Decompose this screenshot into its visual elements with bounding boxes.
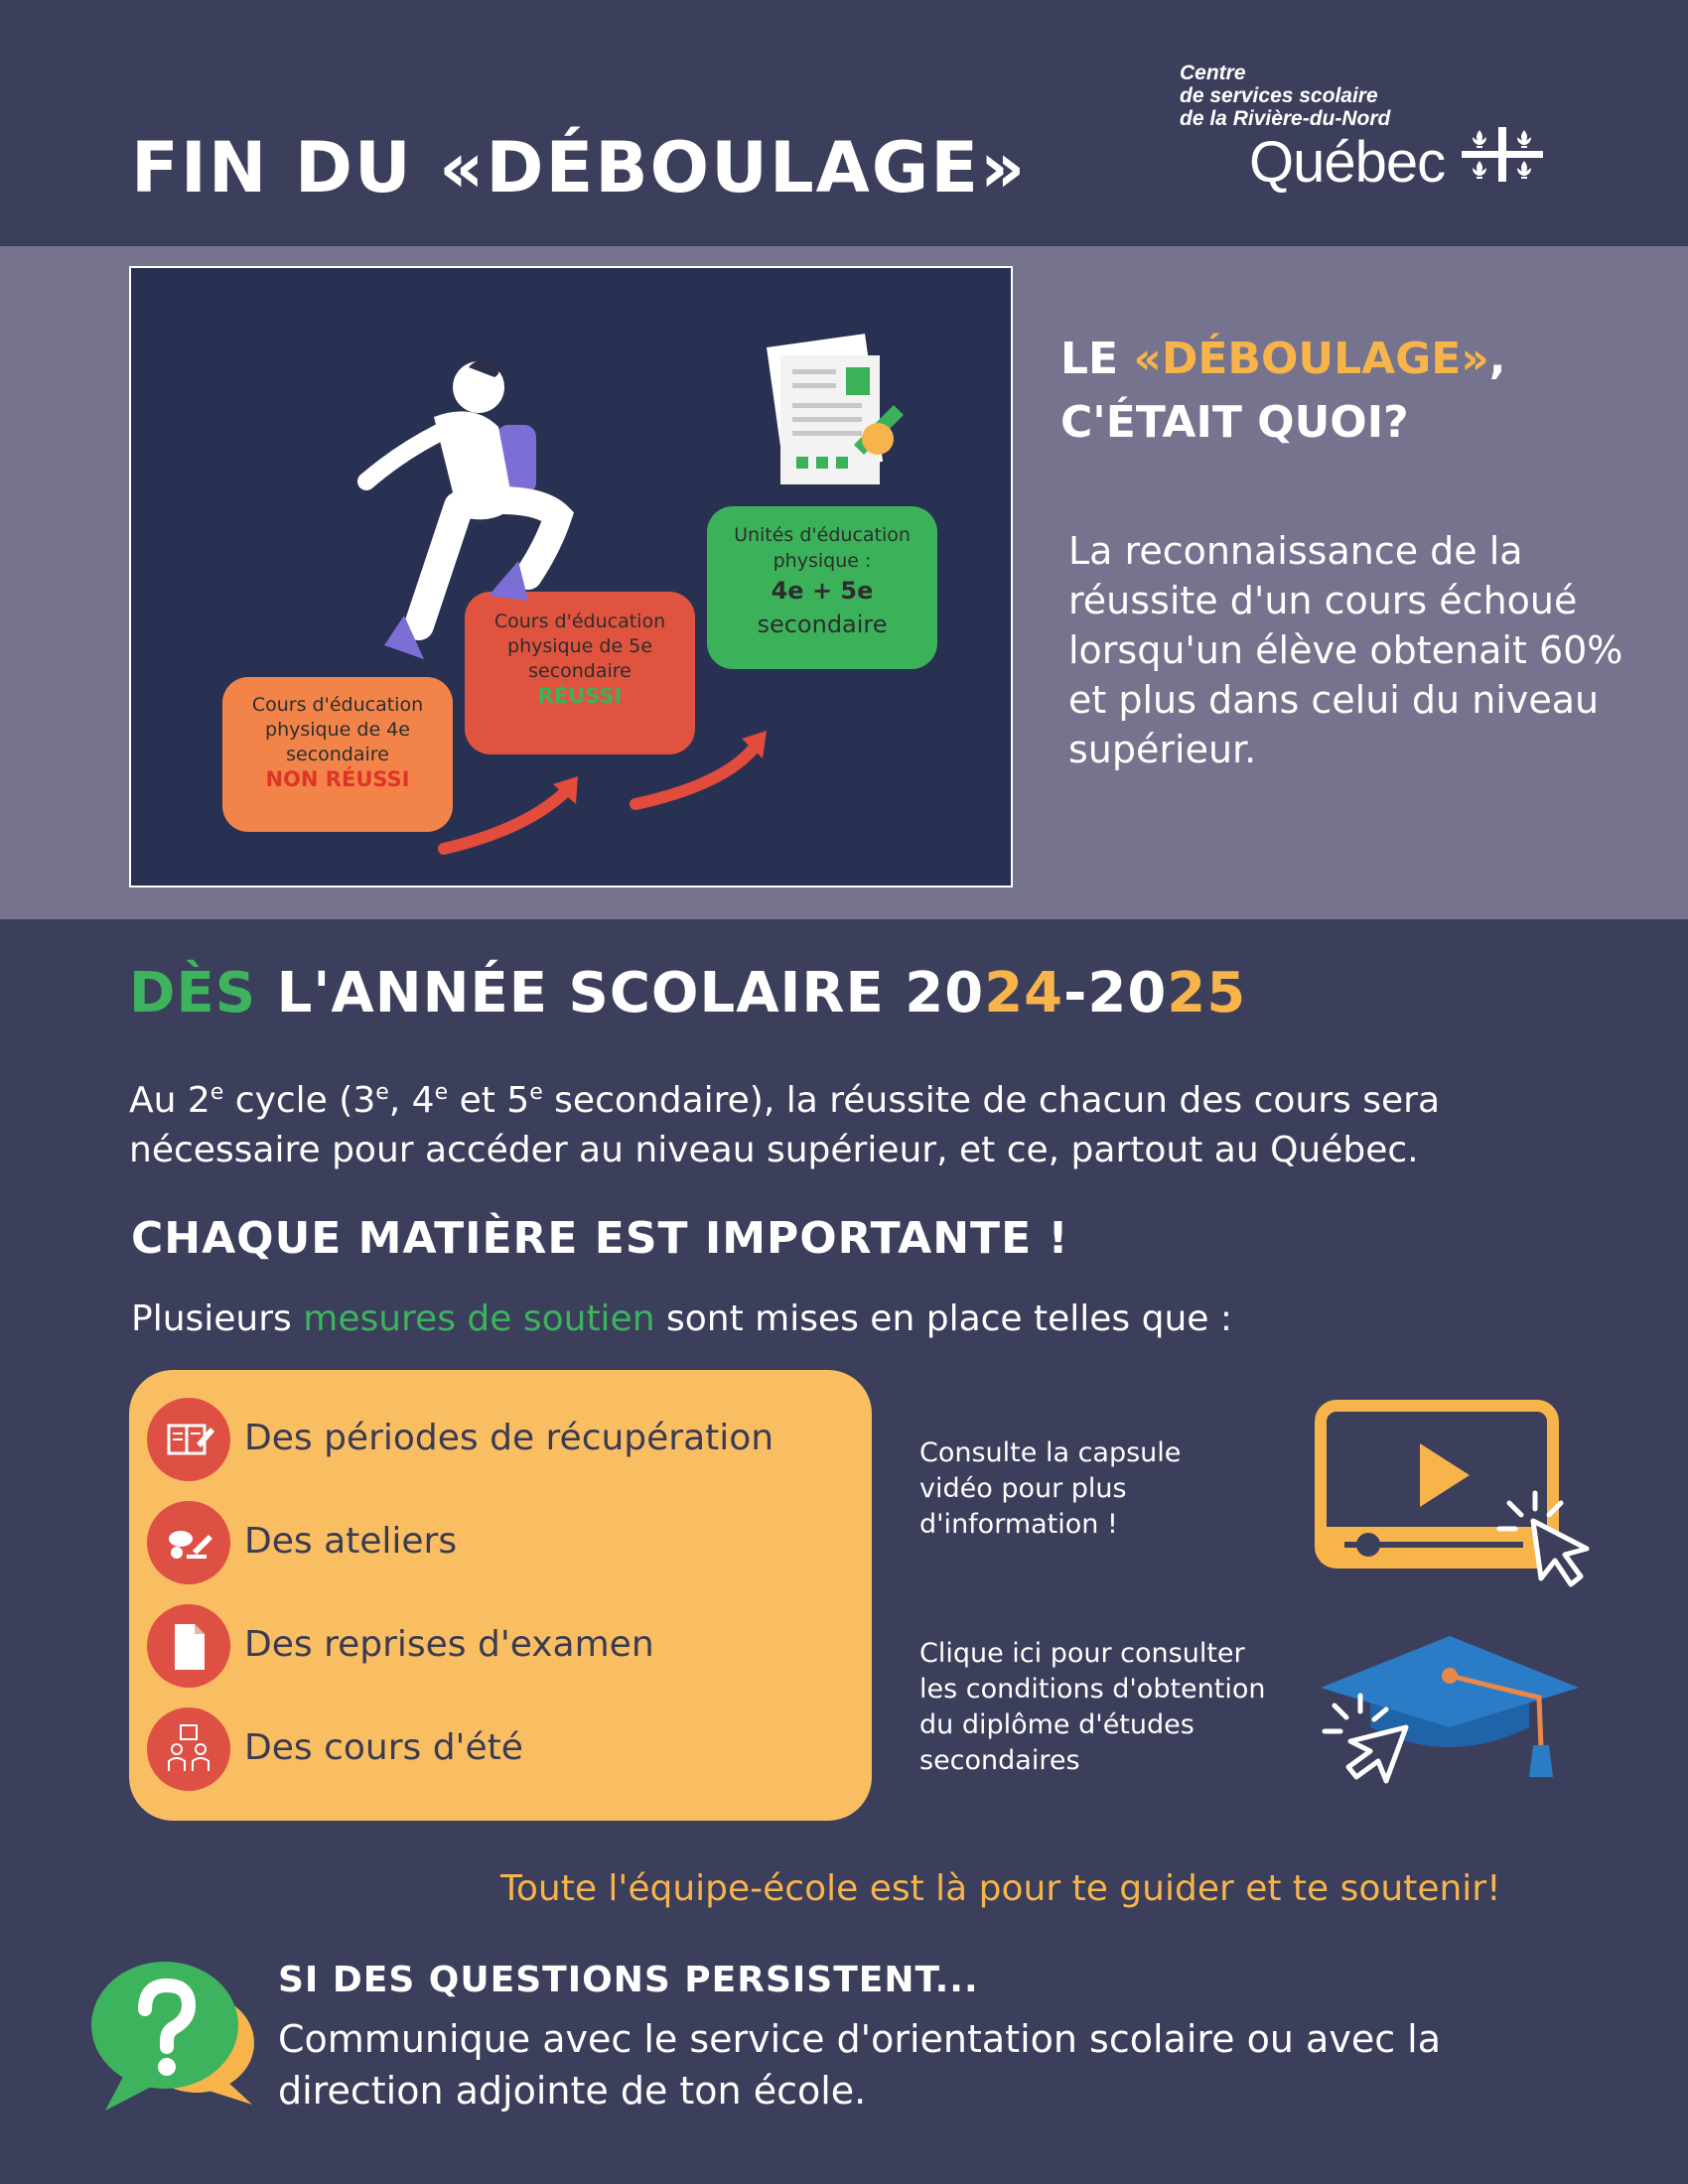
step-1-line-3: secondaire	[286, 744, 389, 765]
definition-title-prefix: LE	[1060, 334, 1134, 384]
step-2-line-2: physique de 5e	[507, 635, 652, 657]
step-2-line-3: secondaire	[528, 660, 632, 682]
p1-sup-1: e	[210, 1080, 224, 1105]
policy-paragraph	[129, 1068, 1579, 1175]
quebec-wordmark: Québec	[1249, 130, 1446, 195]
step-2-label	[465, 610, 695, 709]
list-item-label: Des reprises d'examen	[244, 1624, 654, 1665]
list-item	[147, 1501, 842, 1586]
questions-text: Communique avec le service d'orientation scolaire ou avec la direction adjointe de ton école.	[278, 2017, 1442, 2113]
step-3-label	[707, 522, 937, 641]
questions-title: SI DES QUESTIONS PERSISTENT...	[278, 1960, 979, 2000]
p1-d: et 5	[448, 1080, 530, 1121]
logo-line-2: de services scolaire	[1180, 84, 1378, 107]
section-heading-green: DÈS	[129, 961, 257, 1025]
p2-a: Plusieurs	[131, 1298, 304, 1339]
logo-line-1: Centre	[1180, 62, 1246, 84]
page-title: FIN DU «DÉBOULAGE»	[131, 127, 1028, 208]
step-1-line-1: Cours d'éducation	[251, 694, 424, 716]
diploma-note: Clique ici pour consulter les conditions d'obtention du diplôme d'études secondaires	[919, 1638, 1266, 1776]
step-3-line-2: physique :	[773, 550, 872, 572]
step-1-label	[222, 693, 453, 792]
section-heading	[129, 961, 1246, 1025]
deboulage-illustration	[129, 266, 1013, 887]
p1-sup-4: e	[529, 1080, 543, 1105]
p2-highlight: mesures de soutien	[303, 1298, 655, 1339]
graduation-cap-icon[interactable]	[1311, 1628, 1589, 1787]
book-pencil-icon	[147, 1398, 230, 1481]
step-3-line-1: Unités d'éducation	[734, 524, 911, 546]
video-note: Consulte la capsule vidéo pour plus d'information !	[919, 1437, 1182, 1540]
document-icon	[147, 1604, 230, 1688]
subheading: CHAQUE MATIÈRE EST IMPORTANTE !	[131, 1213, 1069, 1264]
video-play-icon[interactable]	[1315, 1400, 1613, 1588]
question-bubble-icon	[85, 1956, 264, 2115]
step-1-status: NON RÉUSSI	[265, 767, 410, 791]
p1-sup-3: e	[434, 1080, 449, 1105]
list-item	[147, 1604, 842, 1690]
definition-title-highlight: «DÉBOULAGE»	[1133, 334, 1489, 384]
organization-logo-text	[1180, 62, 1390, 130]
definition-title-comma: ,	[1488, 334, 1506, 384]
measures-intro	[131, 1298, 1232, 1339]
p2-b: sont mises en place telles que :	[654, 1298, 1233, 1339]
list-item-label: Des périodes de récupération	[244, 1418, 774, 1458]
section-heading-year-a: 24	[984, 961, 1064, 1025]
definition-title	[1060, 328, 1506, 455]
step-2-status: RÉUSSI	[537, 684, 623, 708]
workshop-icon	[147, 1501, 230, 1584]
section-heading-main: L'ANNÉE SCOLAIRE 20	[256, 961, 985, 1025]
list-item-label: Des cours d'été	[244, 1727, 523, 1768]
definition-text: La reconnaissance de la réussite d'un cours échoué lorsqu'un élève obtenait 60% et plus dans celui du niveau supérieur.	[1068, 529, 1623, 771]
p1-sup-2: e	[375, 1080, 389, 1105]
definition-title-line-2: C'ÉTAIT QUOI?	[1060, 397, 1409, 448]
step-3-line-3: 4e + 5e	[771, 577, 874, 605]
section-heading-dash: -20	[1063, 961, 1168, 1025]
list-item	[147, 1398, 842, 1483]
list-item-label: Des ateliers	[244, 1521, 458, 1562]
step-3-line-4: secondaire	[757, 611, 888, 638]
people-icon	[147, 1707, 230, 1791]
section-heading-year-b: 25	[1167, 961, 1247, 1025]
list-item	[147, 1707, 842, 1793]
measures-card	[129, 1370, 872, 1821]
logo-line-3: de la Rivière-du-Nord	[1180, 107, 1391, 130]
quebec-flag-icon	[1462, 127, 1543, 182]
p1-e: secondaire), la réussite de chacun des cours sera nécessaire pour accéder au niveau supérieur, et ce, partout au Québec.	[129, 1080, 1441, 1170]
support-message: Toute l'équipe-école est là pour te guider et te soutenir!	[500, 1868, 1501, 1909]
p1-a: Au 2	[129, 1080, 211, 1121]
p1-b: cycle (3	[223, 1080, 376, 1121]
step-2-line-1: Cours d'éducation	[493, 611, 666, 632]
step-1-line-2: physique de 4e	[265, 719, 410, 741]
p1-c: , 4	[388, 1080, 435, 1121]
